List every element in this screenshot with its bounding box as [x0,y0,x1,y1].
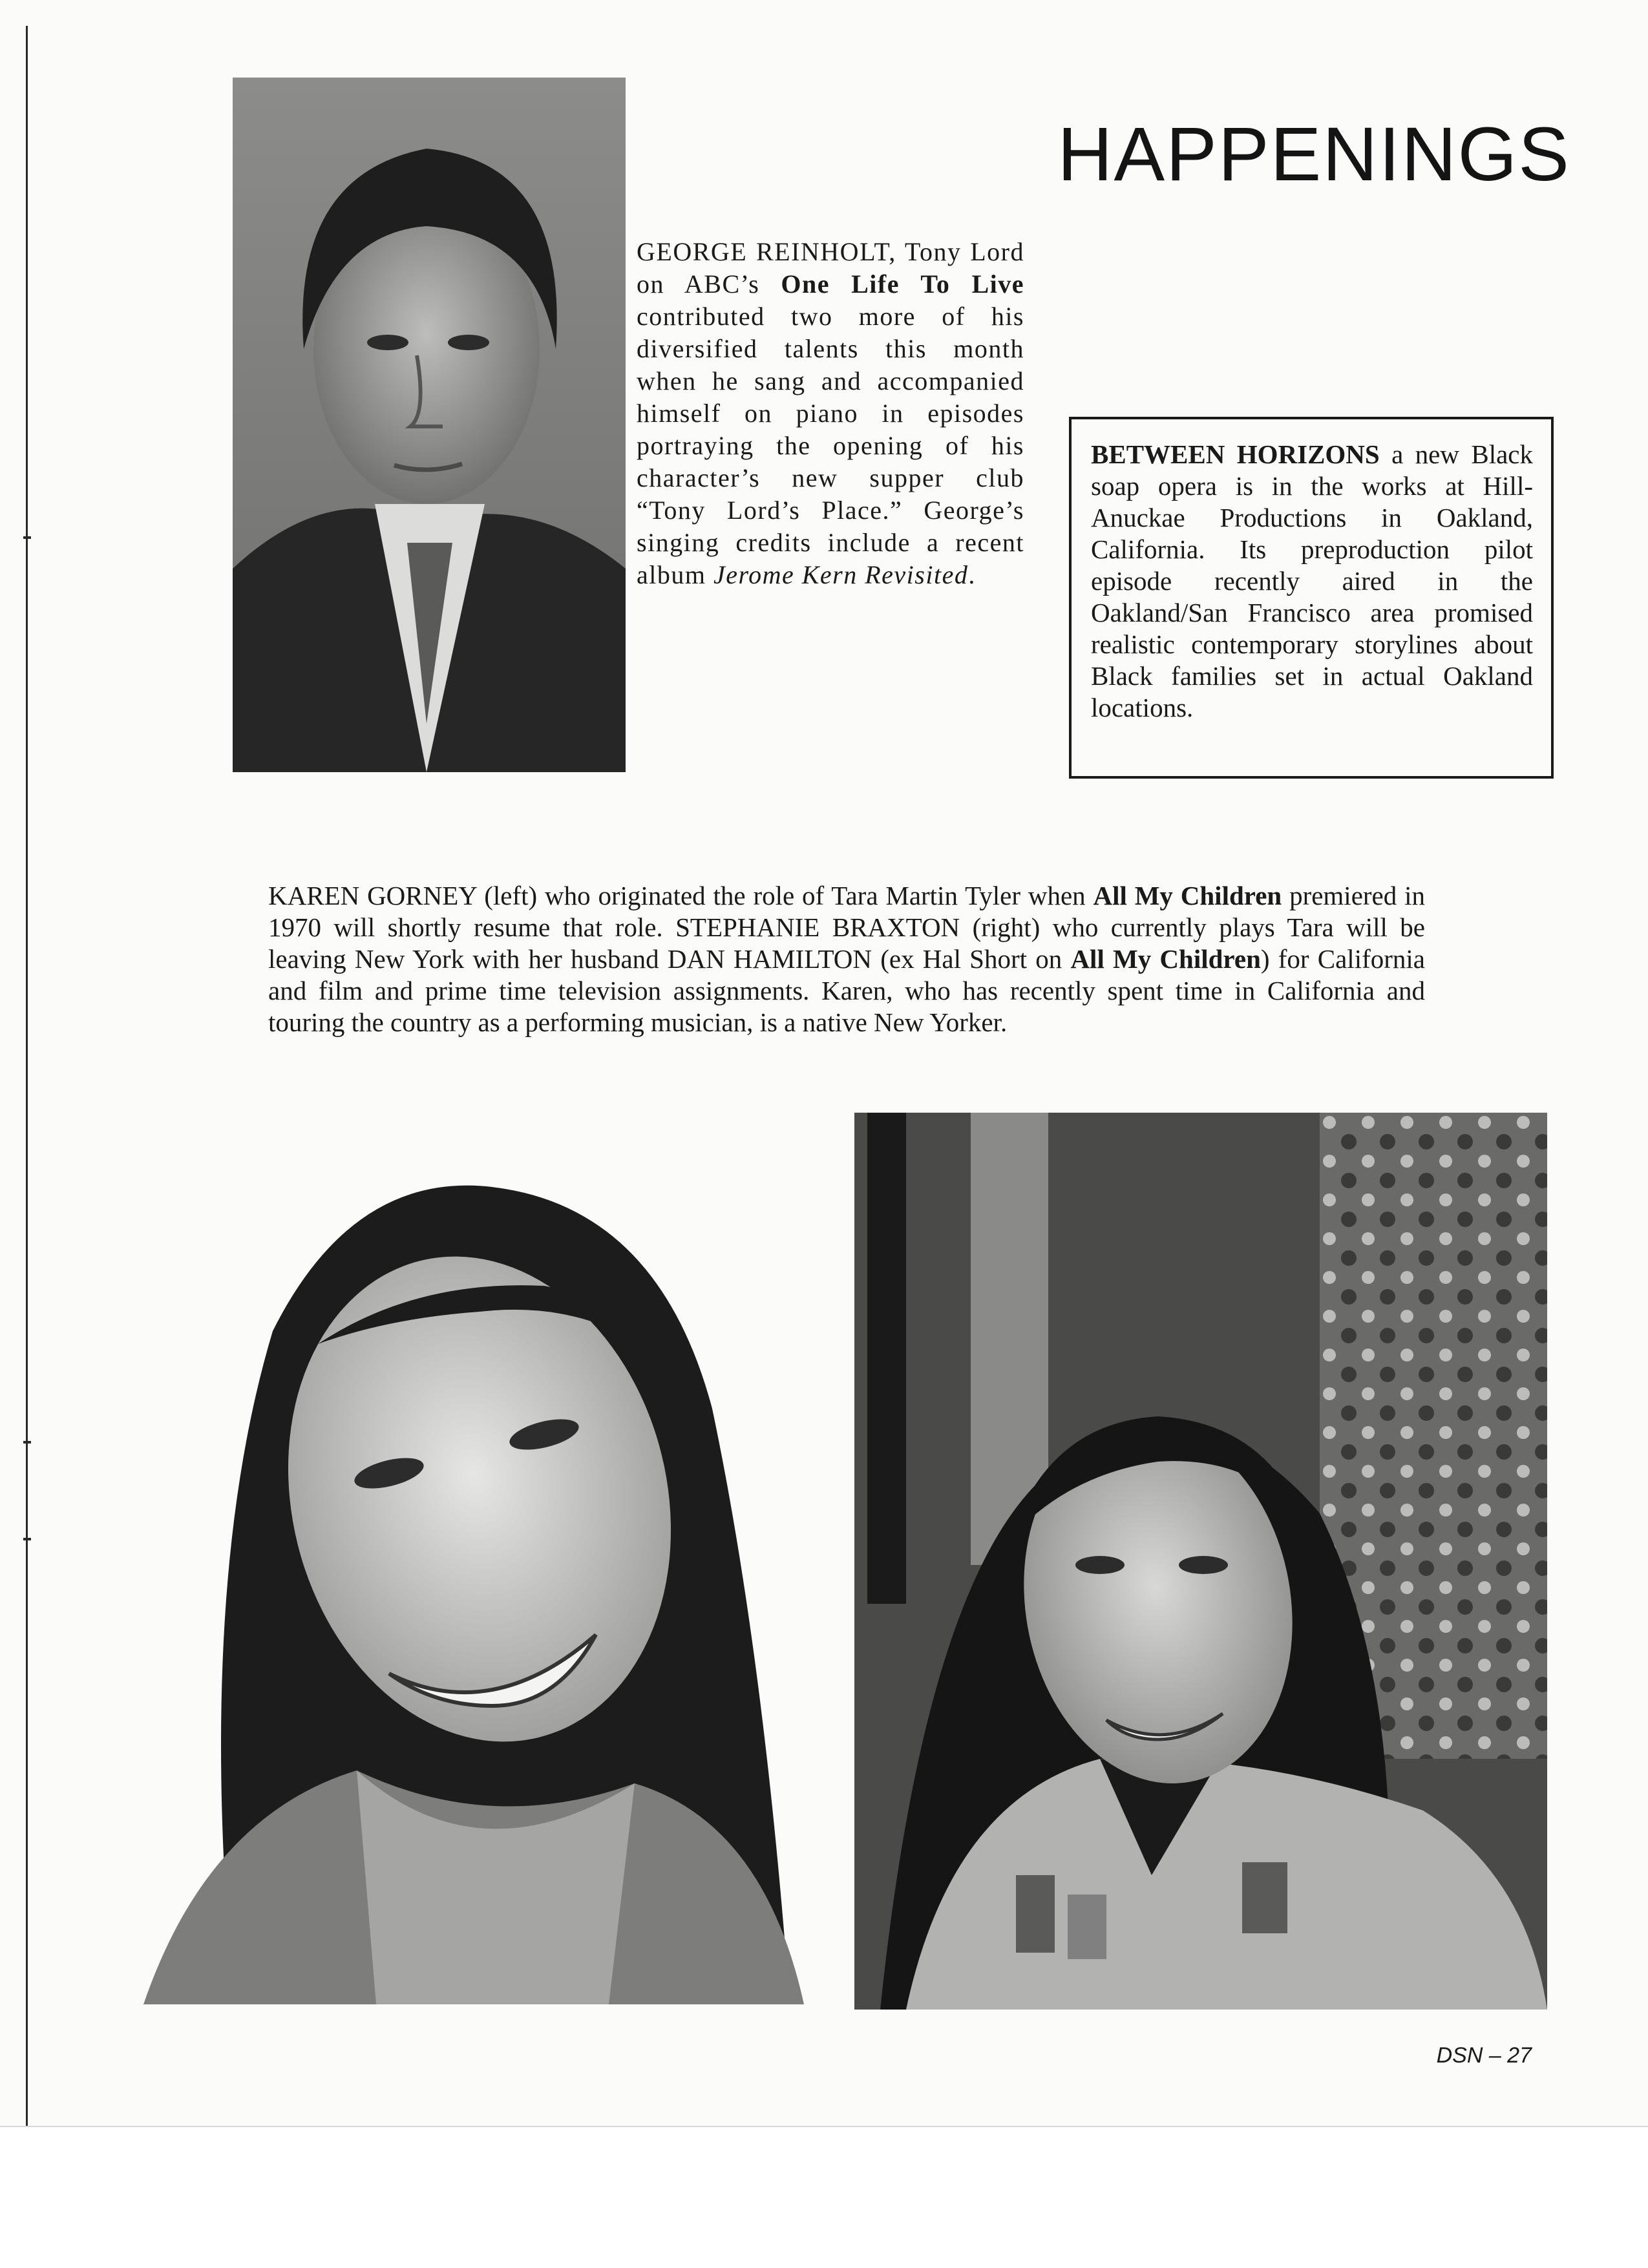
binding-tick [23,1441,31,1444]
george-reinholt-story [637,236,1024,591]
binding-tick [23,536,31,539]
box-title: BETWEEN HORIZONS [1091,439,1380,469]
george-story-body: contributed two more of his diversified talents this month when he sang and accompanied himself on piano in episodes portraying the opening of his character’s new supper club “Tony Lord’s Place.” George’s singing credits include a recent album [637,302,1024,589]
george-reinholt-photo [233,78,626,772]
show-title-all-my-children: All My Children [1070,944,1261,974]
scan-bottom-margin [0,2126,1648,2268]
between-horizons-box [1069,417,1554,779]
between-horizons-story [1091,439,1533,724]
page-folio: DSN – 27 [1436,2043,1532,2068]
show-title-one-life-to-live: One Life To Live [781,269,1024,299]
karen-story-end: ) for California and film and prime time television assignments. Karen, who has recently spent time in California and touring the country as a performing musician, is a native New Yorker. [268,944,1425,1037]
binding-tick [23,1538,31,1540]
george-story-end: . [968,560,976,589]
show-title-all-my-children: All My Children [1093,881,1282,910]
box-body: a new Black soap opera is in the works at Hill-Anuckae Productions in Oakland, California. Its preproduction pilot episode recently aired in the Oakland/San Francisco area promised realistic contemporary storylines about Black families set in actual Oakland locations. [1091,439,1533,722]
karen-story-body: premiered in 1970 will shortly resume that role. STEPHANIE BRAXTON (right) who currently plays Tara will be leaving New York with her husband DAN HAMILTON (ex Hal Short on [268,881,1425,974]
george-story-lead: GEORGE REINHOLT, Tony Lord on ABC’s [637,237,1024,299]
stephanie-braxton-photo [854,1113,1547,2010]
karen-gorney-photo [143,1137,804,2004]
karen-story-lead: KAREN GORNEY (left) who originated the role of Tara Martin Tyler when [268,881,1093,910]
karen-gorney-story [268,880,1425,1038]
album-title: Jerome Kern Revisited [713,560,969,589]
binding-edge-rule [26,26,28,2126]
page-headline: HAPPENINGS [1057,112,1570,197]
